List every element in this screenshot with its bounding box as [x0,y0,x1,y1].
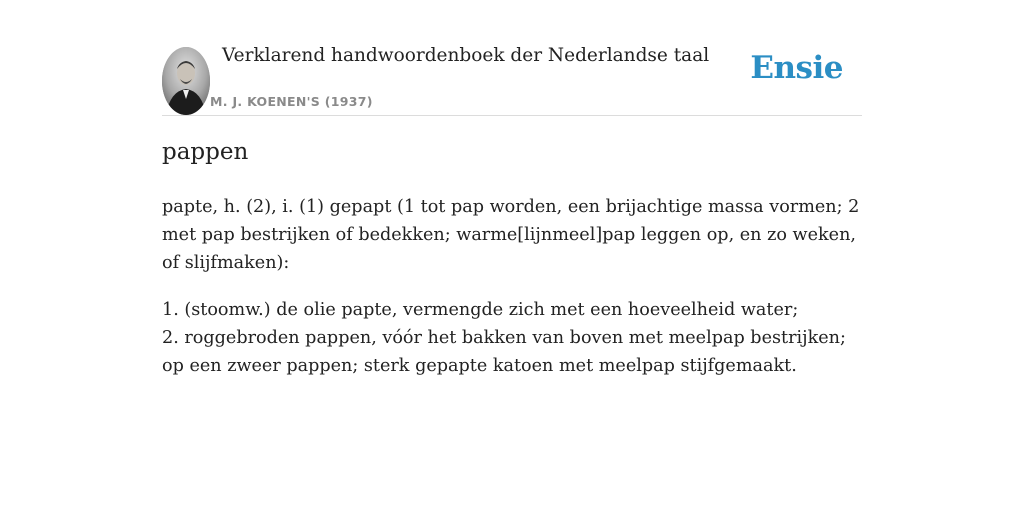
entry-example-2: 2. roggebroden pappen, vóór het bakken van boven met meelpap bestrijken; op een zweer pappen; sterk gepapte katoen met meelpap stijfgemaakt. [162,328,846,376]
header [162,0,862,116]
author-portrait [162,47,210,115]
entry-example-1: 1. (stoomw.) de olie papte, vermengde zich met een hoeveelheid water; [162,300,799,320]
entry-definition: papte, h. (2), i. (1) gepapt (1 tot pap worden, een brijachtige massa vormen; 2 met pap bestrijken of bedekken; warme[lijnmeel]pap leggen op, en zo weken, of slijfmaken): [162,197,860,273]
page [162,0,862,512]
entry-body [162,193,862,380]
entry-headword: pappen [162,139,249,165]
brand-logo-link[interactable]: Ensie [750,50,843,86]
book-subtitle: M. J. KOENEN'S (1937) [210,94,373,109]
book-title: Verklarend handwoordenboek der Nederlandse taal [222,45,710,66]
author-portrait-illustration [162,47,210,115]
